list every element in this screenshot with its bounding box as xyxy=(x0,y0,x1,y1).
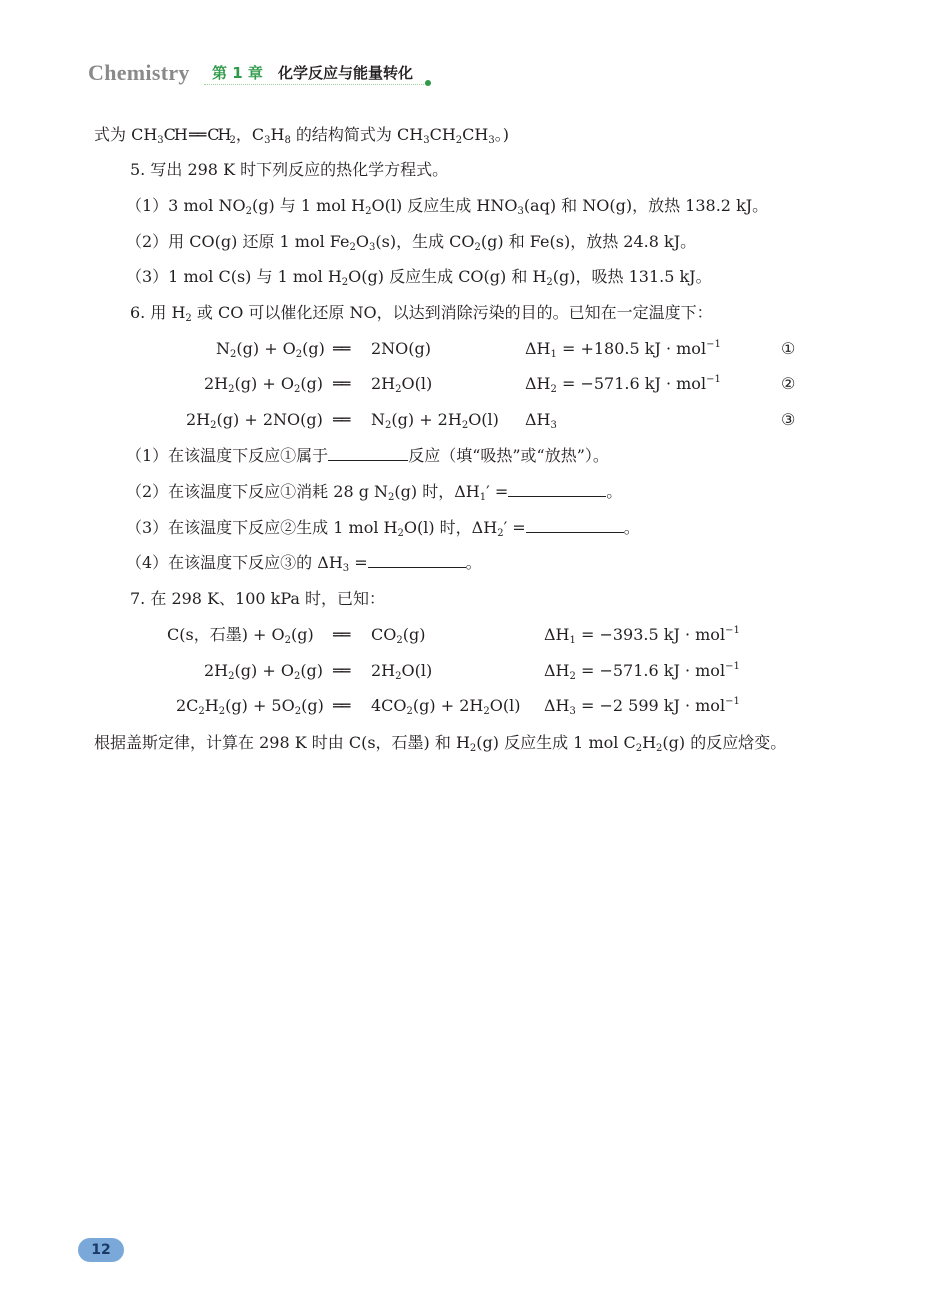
question-7: 7. 在 298 K、100 kPa 时，已知： xyxy=(130,589,386,608)
text-line-continuation: 式为 $CH_3CH$ ══ $CH_2$，$C_3H_8$ 的结构简式为 $CH_3CH_2CH_3$。) xyxy=(94,125,509,146)
page-header xyxy=(88,58,433,88)
equation-tag: ③ xyxy=(781,410,796,429)
answer-blank xyxy=(526,518,624,533)
question-5-part-2: （2）用 CO(g) 还原 1 mol $Fe_2O_3(s)$，生成 $CO_2(g)$ 和 Fe(s)，放热 24.8 kJ。 xyxy=(126,232,697,253)
question-6-part-2: （2）在该温度下反应①消耗 28 g $N_2(g)$ 时，$\Delta H_1'$ = 。 xyxy=(126,482,623,503)
chapter-title: 化学反应与能量转化 xyxy=(278,64,414,82)
question-6: 6. 用 $H_2$ 或 CO 可以催化还原 NO，以达到消除污染的目的。已知在一定温度下： xyxy=(130,303,713,324)
answer-blank xyxy=(368,553,466,568)
header-divider xyxy=(204,84,426,85)
question-5-part-3: （3）1 mol C(s) 与 1 mol $H_2O(g)$ 反应生成 CO(g) 和 $H_2(g)$，吸热 131.5 kJ。 xyxy=(126,267,712,288)
brand-name: Chemistry xyxy=(88,60,190,85)
answer-blank xyxy=(328,446,408,461)
equation-tag: ② xyxy=(781,374,796,393)
question-6-part-4: （4）在该温度下反应③的 $\Delta H_3$ = 。 xyxy=(126,553,482,574)
question-6-part-1: （1）在该温度下反应①属于 反应（填“吸热”或“放热”）。 xyxy=(126,446,609,465)
header-dot xyxy=(425,80,431,86)
chapter-number: 第 1 章 xyxy=(212,64,263,82)
equation-tag: ① xyxy=(781,339,796,358)
question-6-part-3: （3）在该温度下反应②生成 1 mol $H_2O(l)$ 时，$\Delta H_2'$ = 。 xyxy=(126,518,640,539)
answer-blank xyxy=(508,482,606,497)
question-5: 5. 写出 298 K 时下列反应的热化学方程式。 xyxy=(130,160,449,179)
question-7-instruction: 根据盖斯定律，计算在 298 K 时由 C(s，石墨) 和 $H_2(g)$ 反应生成 1 mol $C_2H_2(g)$ 的反应焓变。 xyxy=(94,733,787,754)
page-number-badge: 12 xyxy=(78,1238,124,1262)
question-5-part-1: （1）3 mol $NO_2(g)$ 与 1 mol $H_2O(l)$ 反应生成 $HNO_3(aq)$ 和 NO(g)，放热 138.2 kJ。 xyxy=(126,196,769,217)
